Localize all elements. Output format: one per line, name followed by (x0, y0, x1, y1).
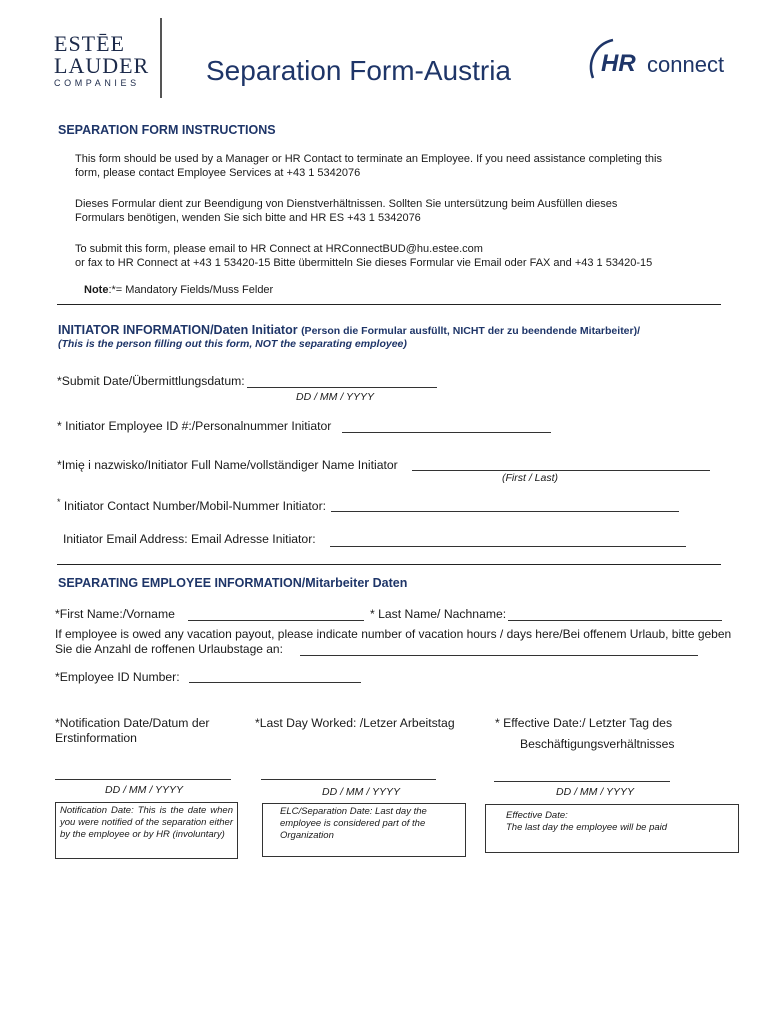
vacation-days-field[interactable] (300, 655, 698, 656)
instructions-heading: SEPARATION FORM INSTRUCTIONS (58, 123, 276, 137)
logo-line-2: LAUDER (54, 53, 150, 78)
effective-box-line-1: Effective Date: (506, 810, 568, 821)
employee-id-field[interactable] (189, 682, 361, 683)
logo-divider (160, 18, 162, 98)
contact-label-text: Initiator Contact Number/Mobil-Nummer Initiator: (60, 499, 327, 514)
para-3-line-2: or fax to HR Connect at +43 1 53420-15 Bitte übermitteln Sie dieses Formular vie Email oder FAX and +43 1 53420-15 (75, 256, 653, 269)
full-name-hint: (First / Last) (502, 472, 559, 484)
initiator-contact-field[interactable] (331, 511, 679, 512)
hr-connect-logo (585, 36, 745, 86)
vacation-line-2: Sie die Anzahl de roffenen Urlaubstage an: (55, 642, 283, 656)
effective-date-hint: DD / MM / YYYY (556, 786, 634, 798)
para-2-line-2: Formulars benötigen, wenden Sie sich bitte and HR ES +43 1 5342076 (75, 211, 421, 224)
last-day-worked-label: *Last Day Worked: /Letzer Arbeitstag (255, 716, 455, 730)
para-2-line-1: Dieses Formular dient zur Beendigung von Dienstverhältnissen. Sollten Sie untersützung beim Ausfüllen dieses (75, 198, 618, 210)
estee-lauder-logo (54, 33, 154, 89)
para-1-line-1: This form should be used by a Manager or HR Contact to terminate an Employee. If you need assistance completing this (75, 153, 662, 165)
effective-date-label-2: Beschäftigungsverhältnisses (520, 737, 675, 751)
instructions-paragraph-3 (75, 243, 652, 270)
notification-date-field[interactable] (55, 779, 231, 780)
notification-date-help-box: Notification Date: This is the date when you were notified of the separation either by the employee or by HR (involuntary) (55, 802, 238, 859)
page-title: Separation Form-Austria (206, 55, 512, 86)
submit-date-label: *Submit Date/Übermittlungsdatum: (57, 374, 245, 388)
submit-date-hint: DD / MM / YYYY (296, 391, 374, 403)
effective-date-label-1: * Effective Date:/ Letzter Tag des (495, 716, 673, 730)
initiator-full-name-field[interactable] (412, 470, 710, 471)
vacation-line-1: If employee is owed any vacation payout, please indicate number of vacation hours / days here/Bei offenem Urlaub, bitte geben (55, 627, 732, 641)
initiator-email-label: Initiator Email Address: Email Adresse Initiator: (63, 532, 316, 546)
contact-required-star: * (57, 497, 61, 507)
para-3-line-1: To submit this form, please email to HR Connect at HRConnectBUD@hu.estee.com (75, 243, 483, 255)
notification-date-hint: DD / MM / YYYY (105, 784, 183, 796)
initiator-subheading: (This is the person filling out this form, NOT the separating employee) (58, 338, 407, 350)
initiator-employee-id-label: * Initiator Employee ID #:/Personalnummer Initiator (57, 419, 332, 433)
para-1-line-2: form, please contact Employee Services at +43 1 5342076 (75, 166, 361, 179)
submit-date-field[interactable] (247, 387, 437, 388)
logo-line-3: COMPANIES (54, 78, 140, 88)
section-divider-2 (57, 564, 721, 565)
first-name-label: *First Name:/Vorname (55, 607, 175, 621)
initiator-contact-label (57, 497, 326, 513)
initiator-heading (58, 321, 640, 339)
hr-connect-word: connect (647, 52, 725, 77)
mandatory-note (84, 284, 273, 298)
initiator-email-field[interactable] (330, 546, 686, 547)
employee-id-label: *Employee ID Number: (55, 670, 180, 684)
logo-line-1: ESTĒE (54, 31, 125, 56)
instructions-paragraph-2 (75, 198, 617, 225)
separating-heading: SEPARATING EMPLOYEE INFORMATION/Mitarbeiter Daten (58, 576, 408, 590)
hr-mark: HR (601, 50, 636, 77)
last-name-field[interactable] (508, 620, 722, 621)
last-day-date-hint: DD / MM / YYYY (322, 786, 400, 798)
note-text: :*= Mandatory Fields/Muss Felder (108, 284, 274, 296)
last-name-label: * Last Name/ Nachname: (370, 607, 507, 621)
last-day-worked-field[interactable] (261, 779, 436, 780)
instructions-paragraph-1 (75, 153, 662, 180)
effective-date-field[interactable] (494, 781, 670, 782)
separation-date-help-box: ELC/Separation Date: Last day the employee is considered part of the Organization (262, 803, 466, 857)
note-bold: Note (84, 284, 109, 296)
effective-date-help-box (485, 804, 739, 853)
initiator-heading-main: INITIATOR INFORMATION/Daten Initiator (58, 323, 302, 337)
notification-date-label-2: Erstinformation (55, 731, 137, 745)
initiator-full-name-label: *Imię i nazwisko/Initiator Full Name/vollständiger Name Initiator (57, 458, 398, 472)
notification-date-label-1: *Notification Date/Datum der (55, 716, 210, 730)
effective-box-line-2: The last day the employee will be paid (506, 822, 668, 833)
section-divider-1 (57, 304, 721, 305)
initiator-heading-detail: (Person die Formular ausfüllt, NICHT der zu beendende Mitarbeiter)/ (301, 325, 641, 337)
initiator-employee-id-field[interactable] (342, 432, 551, 433)
first-name-field[interactable] (188, 620, 364, 621)
